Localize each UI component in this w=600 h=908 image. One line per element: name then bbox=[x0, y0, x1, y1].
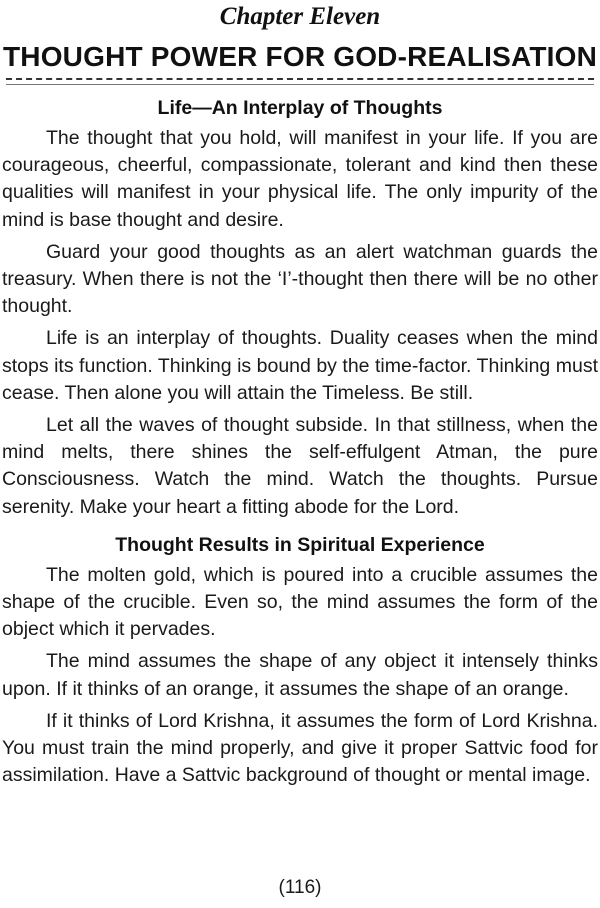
chapter-label: Chapter Eleven bbox=[219, 3, 381, 30]
page-number: (116) bbox=[278, 877, 322, 898]
page-body bbox=[2, 94, 598, 794]
paragraph: The molten gold, which is poured into a crucible assumes the shape of the crucible. Even so, the mind assumes the form of the object which it pervades. bbox=[2, 563, 598, 641]
paragraph: The thought that you hold, will manifest in your life. If you are courageous, cheerful, compassionate, tolerant and kind then these qualities will manifest in your physical life. The only impurity of the mind is base thought and desire. bbox=[2, 127, 598, 231]
paragraph: Let all the waves of thought subside. In that stillness, when the mind melts, there shines the self-effulgent Atman, the pure Consciousness. Watch the mind. Watch the thoughts. Pursue serenity. Make your heart a fitting abode for the Lord. bbox=[2, 414, 598, 518]
title-dashed-rule bbox=[6, 78, 594, 80]
paragraph: If it thinks of Lord Krishna, it assumes the form of Lord Krishna. You must train the mind properly, and give it proper Sattvic food for assimilation. Have a Sattvic background of thought or mental image. bbox=[2, 709, 598, 787]
section-heading: Thought Results in Spiritual Experience bbox=[115, 533, 485, 556]
paragraph: Guard your good thoughts as an alert watchman guards the treasury. When there is not the ‘I’-thought then there will be no other thought. bbox=[2, 240, 598, 318]
title-solid-rule bbox=[6, 84, 594, 85]
chapter-title: THOUGHT POWER FOR GOD-REALISATION bbox=[2, 41, 598, 72]
section-heading: Life—An Interplay of Thoughts bbox=[157, 97, 443, 119]
paragraph: Life is an interplay of thoughts. Duality ceases when the mind stops its function. Thinking is bound by the time-factor. Thinking must cease. Then alone you will attain the Timeless. Be still. bbox=[2, 327, 598, 404]
paragraph: The mind assumes the shape of any object it intensely thinks upon. If it thinks of an orange, it assumes the shape of an orange. bbox=[2, 650, 598, 700]
